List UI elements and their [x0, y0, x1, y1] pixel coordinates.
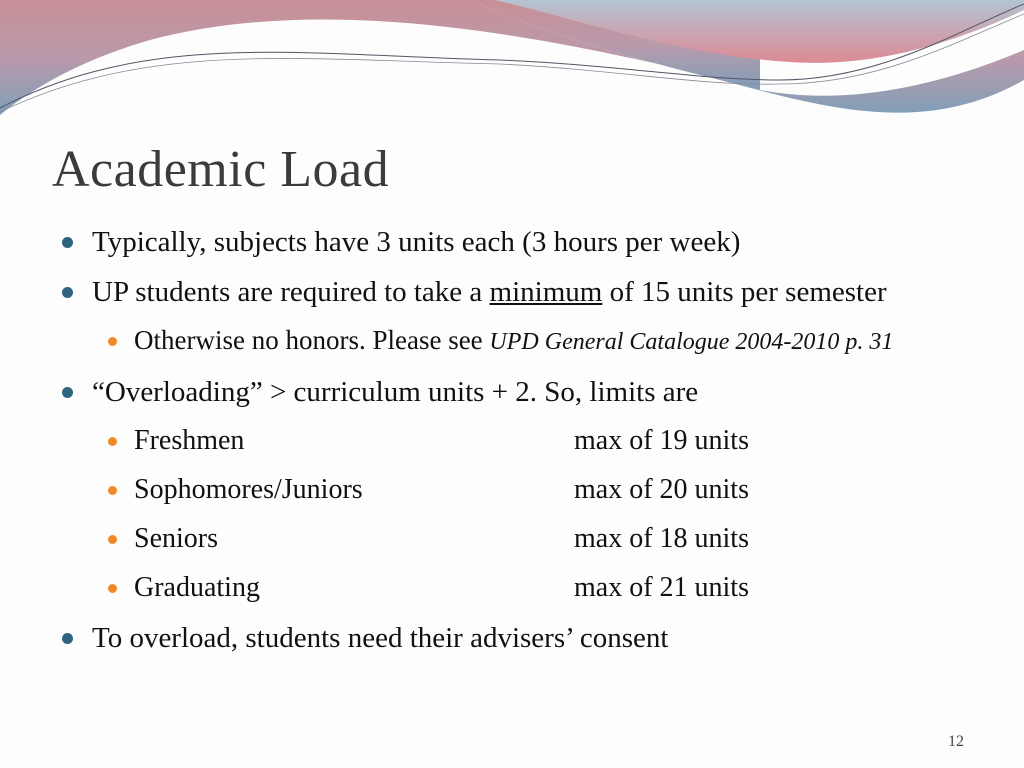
- subbullet-dot-icon: [108, 437, 117, 446]
- page-number: 12: [948, 733, 964, 750]
- limit-row-seniors: [60, 520, 980, 558]
- limit-label: Sophomores/Juniors: [134, 474, 363, 505]
- underlined-minimum: minimum: [489, 276, 603, 308]
- limit-value: max of 21 units: [574, 572, 749, 603]
- limit-value: max of 20 units: [574, 474, 749, 505]
- bullet-dot-icon: [62, 237, 73, 248]
- subbullet-dot-icon: [108, 535, 117, 544]
- subbullet-text: Otherwise no honors. Please see: [134, 325, 490, 355]
- subbullet-dot-icon: [108, 486, 117, 495]
- subbullet-dot-icon: [108, 584, 117, 593]
- limit-label: Seniors: [134, 523, 218, 554]
- bullet-overloading: [60, 372, 980, 412]
- decorative-wave-banner: [0, 0, 1024, 130]
- bullet-text-before: UP students are required to take a: [92, 276, 490, 308]
- limit-row-freshmen: [60, 422, 980, 460]
- catalogue-reference: UPD General Catalogue 2004-2010 p. 31: [489, 329, 894, 355]
- bullet-list: [60, 222, 980, 668]
- slide-title: Academic Load: [52, 141, 390, 198]
- bullet-minimum-units: [60, 272, 980, 312]
- bullet-dot-icon: [62, 633, 73, 644]
- bullet-adviser-consent: [60, 618, 980, 658]
- limit-label: Graduating: [134, 572, 260, 603]
- bullet-dot-icon: [62, 387, 73, 398]
- bullet-dot-icon: [62, 287, 73, 298]
- bullet-text: Typically, subjects have 3 units each (3 hours per week): [92, 226, 741, 258]
- limit-value: max of 19 units: [574, 425, 749, 456]
- limit-row-graduating: [60, 569, 980, 607]
- bullet-text: To overload, students need their advisers’ consent: [92, 622, 669, 654]
- bullet-text-after: of 15 units per semester: [602, 276, 887, 308]
- limit-value: max of 18 units: [574, 523, 749, 554]
- bullet-text: “Overloading” > curriculum units + 2. So, limits are: [92, 376, 699, 408]
- limit-row-sophomores-juniors: [60, 471, 980, 509]
- subbullet-dot-icon: [108, 337, 117, 346]
- subbullet-honors-note: [60, 322, 980, 360]
- bullet-subject-units: [60, 222, 980, 262]
- limit-label: Freshmen: [134, 425, 245, 456]
